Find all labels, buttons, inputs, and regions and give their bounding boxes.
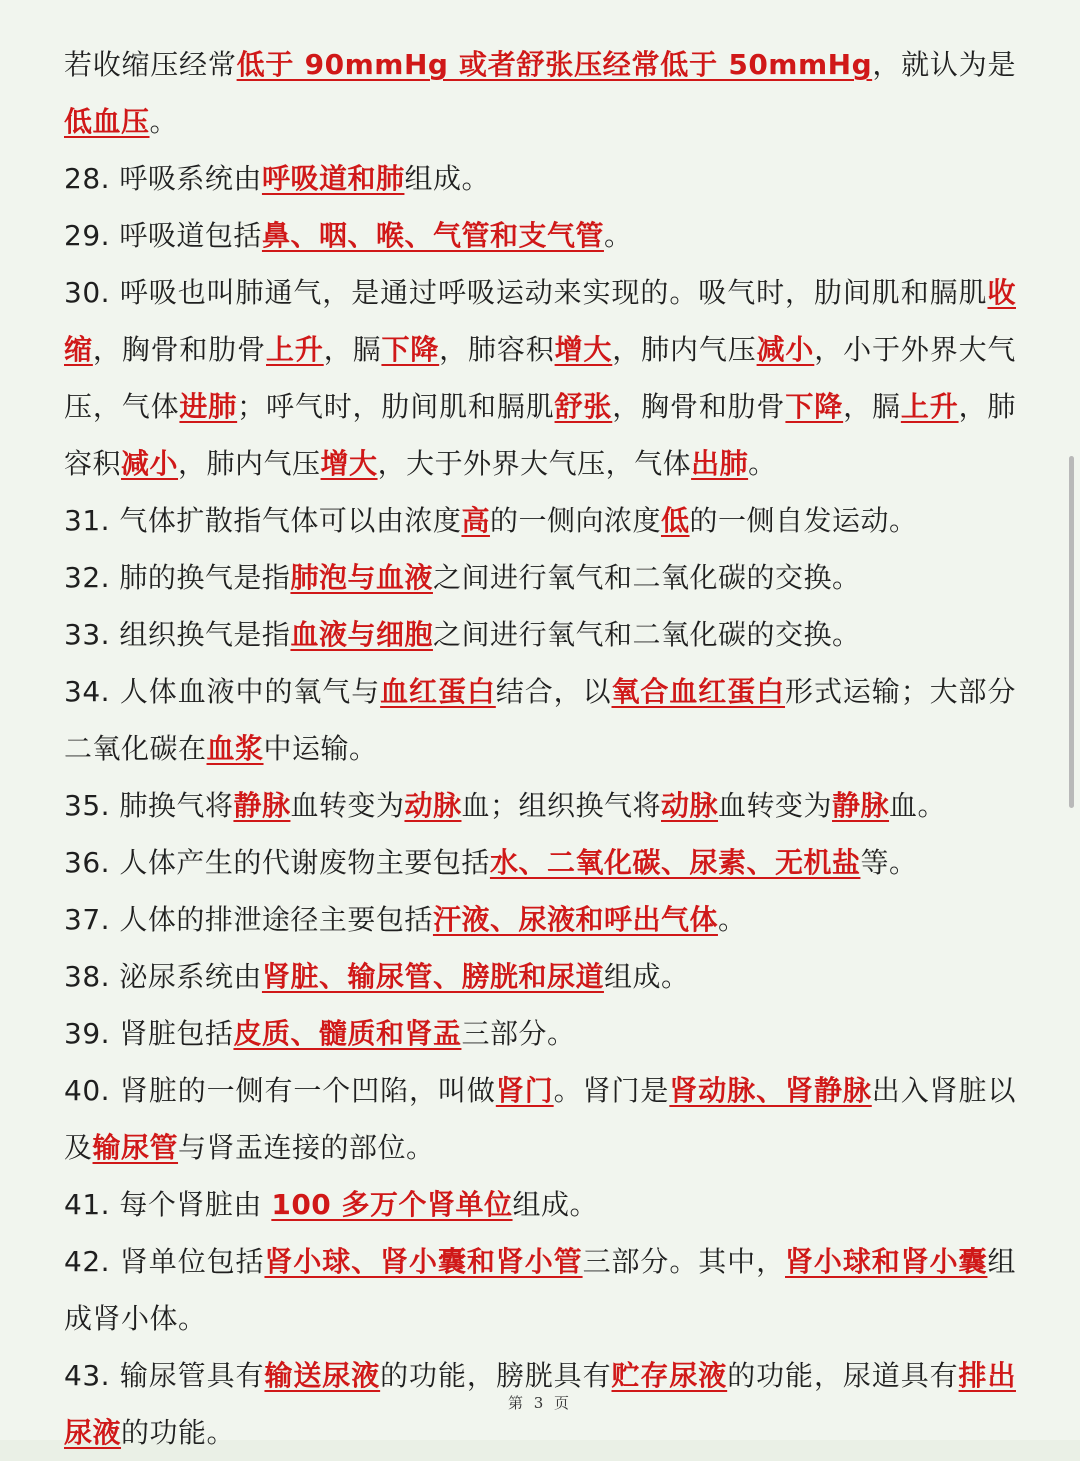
plain-text: 组成。 <box>512 1188 599 1221</box>
highlighted-answer: 汗液、尿液和呼出气体 <box>432 903 718 936</box>
plain-text: 32. 肺的换气是指 <box>64 561 291 594</box>
plain-text: 。肾门是 <box>553 1074 670 1107</box>
plain-text: 的功能，膀胱具有 <box>380 1359 612 1392</box>
plain-text: 的一侧向浓度 <box>489 504 661 537</box>
text-paragraph <box>64 264 1016 492</box>
highlighted-answer: 排出尿液 <box>64 1359 1016 1449</box>
plain-text: 。 <box>717 903 747 936</box>
plain-text: 33. 组织换气是指 <box>64 618 291 651</box>
highlighted-answer: 输尿管 <box>92 1131 179 1164</box>
plain-text: 40. 肾脏的一侧有一个凹陷，叫做 <box>64 1074 496 1107</box>
highlighted-answer: 减小 <box>121 447 179 480</box>
highlighted-answer: 下降 <box>785 390 844 423</box>
highlighted-answer: 增大 <box>320 447 378 480</box>
plain-text: 35. 肺换气将 <box>64 789 234 822</box>
plain-text: 38. 泌尿系统由 <box>64 960 262 993</box>
highlighted-answer: 静脉 <box>832 789 890 822</box>
plain-text: 28. 呼吸系统由 <box>64 162 262 195</box>
text-paragraph <box>64 207 1016 264</box>
highlighted-answer: 呼吸道和肺 <box>261 162 405 195</box>
text-paragraph <box>64 150 1016 207</box>
text-paragraph <box>64 1233 1016 1347</box>
highlighted-answer: 100 多万个肾单位 <box>271 1188 513 1221</box>
plain-text: 三部分。 <box>461 1017 576 1050</box>
highlighted-answer: 鼻、咽、喉、气管和支气管 <box>261 219 604 252</box>
scrollbar-thumb[interactable] <box>1069 456 1074 808</box>
plain-text: 42. 肾单位包括 <box>64 1245 265 1278</box>
text-paragraph <box>64 948 1016 1005</box>
text-paragraph <box>64 777 1016 834</box>
plain-text: 的功能。 <box>121 1416 236 1449</box>
text-paragraph <box>64 549 1016 606</box>
plain-text: 的一侧自发运动。 <box>689 504 918 537</box>
plain-text: 41. 每个肾脏由 <box>64 1188 272 1221</box>
plain-text: ，小于外界大气压，气体 <box>64 333 1016 423</box>
highlighted-answer: 肾动脉、肾静脉 <box>669 1074 872 1107</box>
plain-text: 等。 <box>860 846 918 879</box>
plain-text: 之间进行氧气和二氧化碳的交换。 <box>432 561 861 594</box>
plain-text: ，就认为是 <box>872 48 1016 81</box>
highlighted-answer: 肾小球和肾小囊 <box>785 1245 988 1278</box>
plain-text: 。 <box>149 105 179 138</box>
text-paragraph <box>64 663 1016 777</box>
highlighted-answer: 低于 90mmHg 或者舒张压经常低于 50mmHg <box>236 48 873 81</box>
text-paragraph <box>64 834 1016 891</box>
plain-text: ，胸骨和肋骨 <box>92 333 266 366</box>
plain-text: ，胸骨和肋骨 <box>612 390 786 423</box>
text-paragraph <box>64 1176 1016 1233</box>
highlighted-answer: 肾门 <box>495 1074 554 1107</box>
plain-text: ；呼气时，肋间肌和膈肌 <box>237 390 555 423</box>
text-paragraph <box>64 36 1016 150</box>
plain-text: 39. 肾脏包括 <box>64 1017 234 1050</box>
plain-text: ，大于外界大气压，气体 <box>377 447 692 480</box>
highlighted-answer: 收缩 <box>64 276 1016 366</box>
plain-text: 30. 呼吸也叫肺通气，是通过呼吸运动来实现的。吸气时，肋间肌和膈肌 <box>64 276 988 309</box>
plain-text: 中运输。 <box>263 732 378 765</box>
highlighted-answer: 动脉 <box>404 789 462 822</box>
highlighted-answer: 肺泡与血液 <box>290 561 433 594</box>
plain-text: 结合，以 <box>495 675 612 708</box>
plain-text: 血转变为 <box>718 789 833 822</box>
plain-text: 与肾盂连接的部位。 <box>178 1131 435 1164</box>
plain-text: ，膈 <box>323 333 382 366</box>
page-number: 第 3 页 <box>507 1394 573 1412</box>
text-paragraph <box>64 891 1016 948</box>
plain-text: 组成。 <box>404 162 490 195</box>
highlighted-answer: 动脉 <box>661 789 719 822</box>
plain-text: 31. 气体扩散指气体可以由浓度 <box>64 504 462 537</box>
plain-text: ，膈 <box>843 390 901 423</box>
highlighted-answer: 减小 <box>756 333 815 366</box>
highlighted-answer: 皮质、髓质和肾盂 <box>233 1017 462 1050</box>
plain-text: 的功能，尿道具有 <box>727 1359 959 1392</box>
plain-text: 之间进行氧气和二氧化碳的交换。 <box>432 618 861 651</box>
highlighted-answer: 进肺 <box>179 390 238 423</box>
plain-text: ，肺内气压 <box>178 447 321 480</box>
highlighted-answer: 下降 <box>381 333 440 366</box>
plain-text: 。 <box>748 447 777 480</box>
highlighted-answer: 上升 <box>900 390 959 423</box>
plain-text: 37. 人体的排泄途径主要包括 <box>64 903 433 936</box>
plain-text: 血转变为 <box>290 789 405 822</box>
highlighted-answer: 血液与细胞 <box>290 618 433 651</box>
text-paragraph <box>64 492 1016 549</box>
plain-text: 三部分。其中， <box>582 1245 786 1278</box>
highlighted-answer: 低血压 <box>64 105 150 138</box>
highlighted-answer: 低 <box>660 504 690 537</box>
plain-text: 43. 输尿管具有 <box>64 1359 265 1392</box>
text-paragraph <box>64 1062 1016 1176</box>
highlighted-answer: 上升 <box>266 333 324 366</box>
plain-text: 若收缩压经常 <box>64 48 237 81</box>
highlighted-answer: 贮存尿液 <box>611 1359 728 1392</box>
highlighted-answer: 高 <box>461 504 490 537</box>
highlighted-answer: 肾脏、输尿管、膀胱和尿道 <box>261 960 604 993</box>
highlighted-answer: 出肺 <box>691 447 749 480</box>
plain-text: 36. 人体产生的代谢废物主要包括 <box>64 846 490 879</box>
highlighted-answer: 静脉 <box>233 789 291 822</box>
highlighted-answer: 血红蛋白 <box>380 675 496 708</box>
highlighted-answer: 输送尿液 <box>264 1359 381 1392</box>
plain-text: 组成肾小体。 <box>64 1245 1016 1335</box>
document-body <box>64 36 1016 1461</box>
plain-text: 血。 <box>889 789 947 822</box>
plain-text: 血；组织换气将 <box>461 789 661 822</box>
highlighted-answer: 增大 <box>554 333 613 366</box>
plain-text: ，肺容积 <box>439 333 555 366</box>
plain-text: 34. 人体血液中的氧气与 <box>64 675 381 708</box>
text-paragraph <box>64 1005 1016 1062</box>
plain-text: ，肺内气压 <box>612 333 757 366</box>
plain-text: 组成。 <box>603 960 690 993</box>
highlighted-answer: 氧合血红蛋白 <box>611 675 786 708</box>
highlighted-answer: 水、二氧化碳、尿素、无机盐 <box>489 846 861 879</box>
highlighted-answer: 血浆 <box>206 732 264 765</box>
text-paragraph <box>64 606 1016 663</box>
plain-text: 形式运输；大部分二氧化碳在 <box>64 675 1016 765</box>
plain-text: ，肺容积 <box>64 390 1016 480</box>
plain-text: 29. 呼吸道包括 <box>64 219 262 252</box>
highlighted-answer: 肾小球、肾小囊和肾小管 <box>264 1245 583 1278</box>
plain-text: 。 <box>603 219 633 252</box>
plain-text: 出入肾脏以及 <box>64 1074 1016 1164</box>
highlighted-answer: 舒张 <box>554 390 613 423</box>
